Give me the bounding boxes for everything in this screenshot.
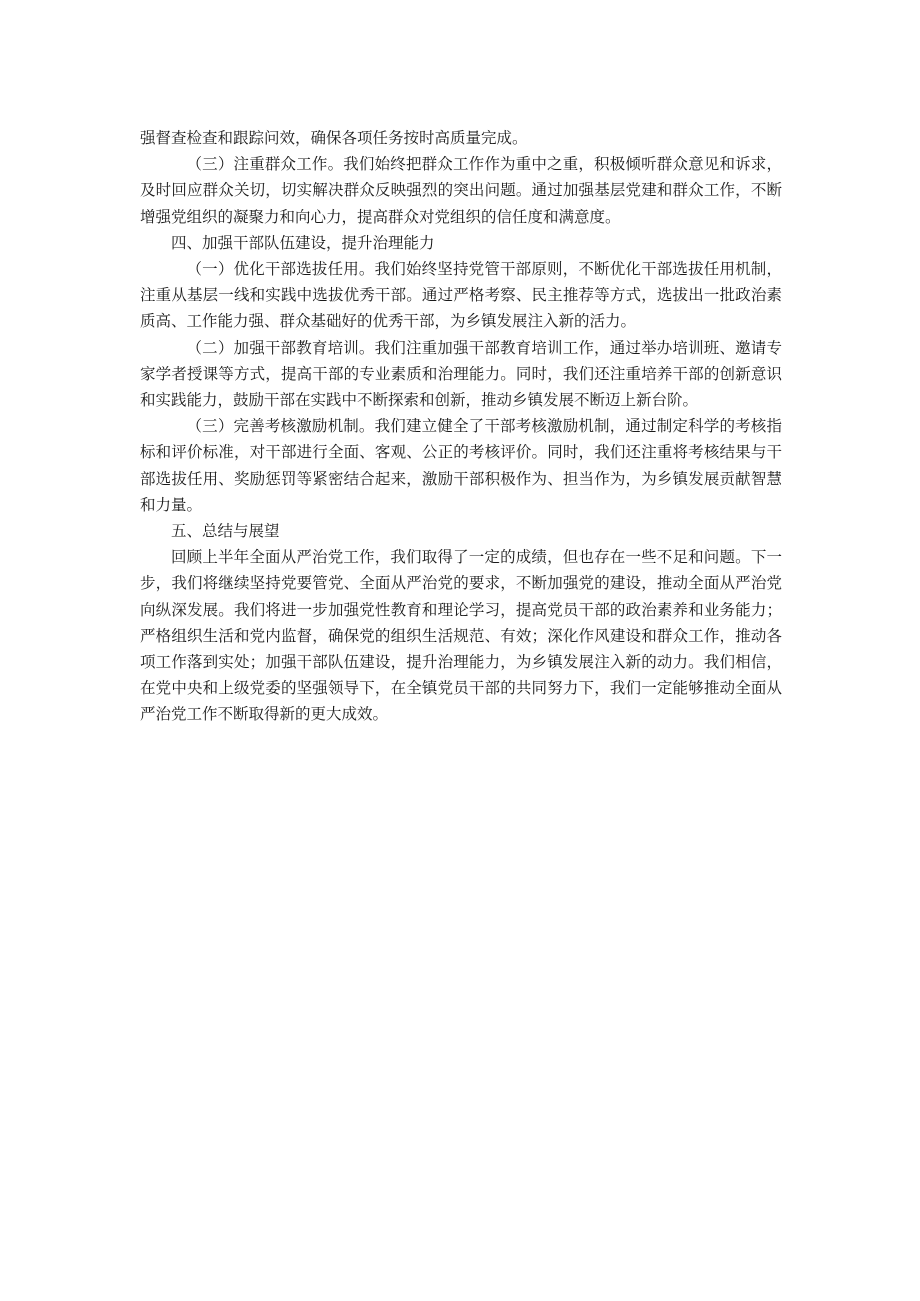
paragraph-summary-outlook: 回顾上半年全面从严治党工作，我们取得了一定的成绩，但也存在一些不足和问题。下一步，我们将继续坚持党要管党、全面从严治党的要求，不断加强党的建设，推动全面从严治党向纵深发展。我们将进一步加强党性教育和理论学习，提高党员干部的政治素养和业务能力；严格组织生活和党内监督，确保党的组织生活规范、有效；深化作风建设和群众工作，推动各项工作落到实处；加强干部队伍建设，提升治理能力，为乡镇发展注入新的动力。我们相信，在党中央和上级党委的坚强领导下，在全镇党员干部的共同努力下，我们一定能够推动全面从严治党工作不断取得新的更大成效。 [140, 548, 782, 724]
document-body [140, 125, 782, 728]
section-heading-summary: 五、总结与展望 [171, 522, 280, 541]
section-heading-cadre-team: 四、加强干部队伍建设，提升治理能力 [171, 233, 435, 252]
paragraph-cadre-training: （二）加强干部教育培训。我们注重加强干部教育培训工作，通过举办培训班、邀请专家学者授课等方式，提高干部的专业素质和治理能力。同时，我们还注重培养干部的创新意识和实践能力，鼓励干部在实践中不断探索和创新，推动乡镇发展不断迈上新台阶。 [140, 338, 782, 410]
paragraph-mass-work: （三）注重群众工作。我们始终把群众工作作为重中之重，积极倾听群众意见和诉求，及时回应群众关切，切实解决群众反映强烈的突出问题。通过加强基层党建和群众工作，不断增强党组织的凝聚力和向心力，提高群众对党组织的信任度和满意度。 [140, 155, 782, 226]
paragraph-cadre-selection: （一）优化干部选拔任用。我们始终坚持党管干部原则，不断优化干部选拔任用机制，注重从基层一线和实践中选拔优秀干部。通过严格考察、民主推荐等方式，选拔出一批政治素质高、工作能力强、群众基础好的优秀干部，为乡镇发展注入新的活力。 [140, 260, 782, 331]
paragraph-assessment-incentive: （三）完善考核激励机制。我们建立健全了干部考核激励机制，通过制定科学的考核指标和评价标准，对干部进行全面、客观、公正的考核评价。同时，我们还注重将考核结果与干部选拔任用、奖励惩罚等紧密结合起来，激励干部积极作为、担当作为，为乡镇发展贡献智慧和力量。 [140, 417, 782, 514]
paragraph-continuation: 强督查检查和跟踪问效，确保各项任务按时高质量完成。 [140, 129, 528, 147]
